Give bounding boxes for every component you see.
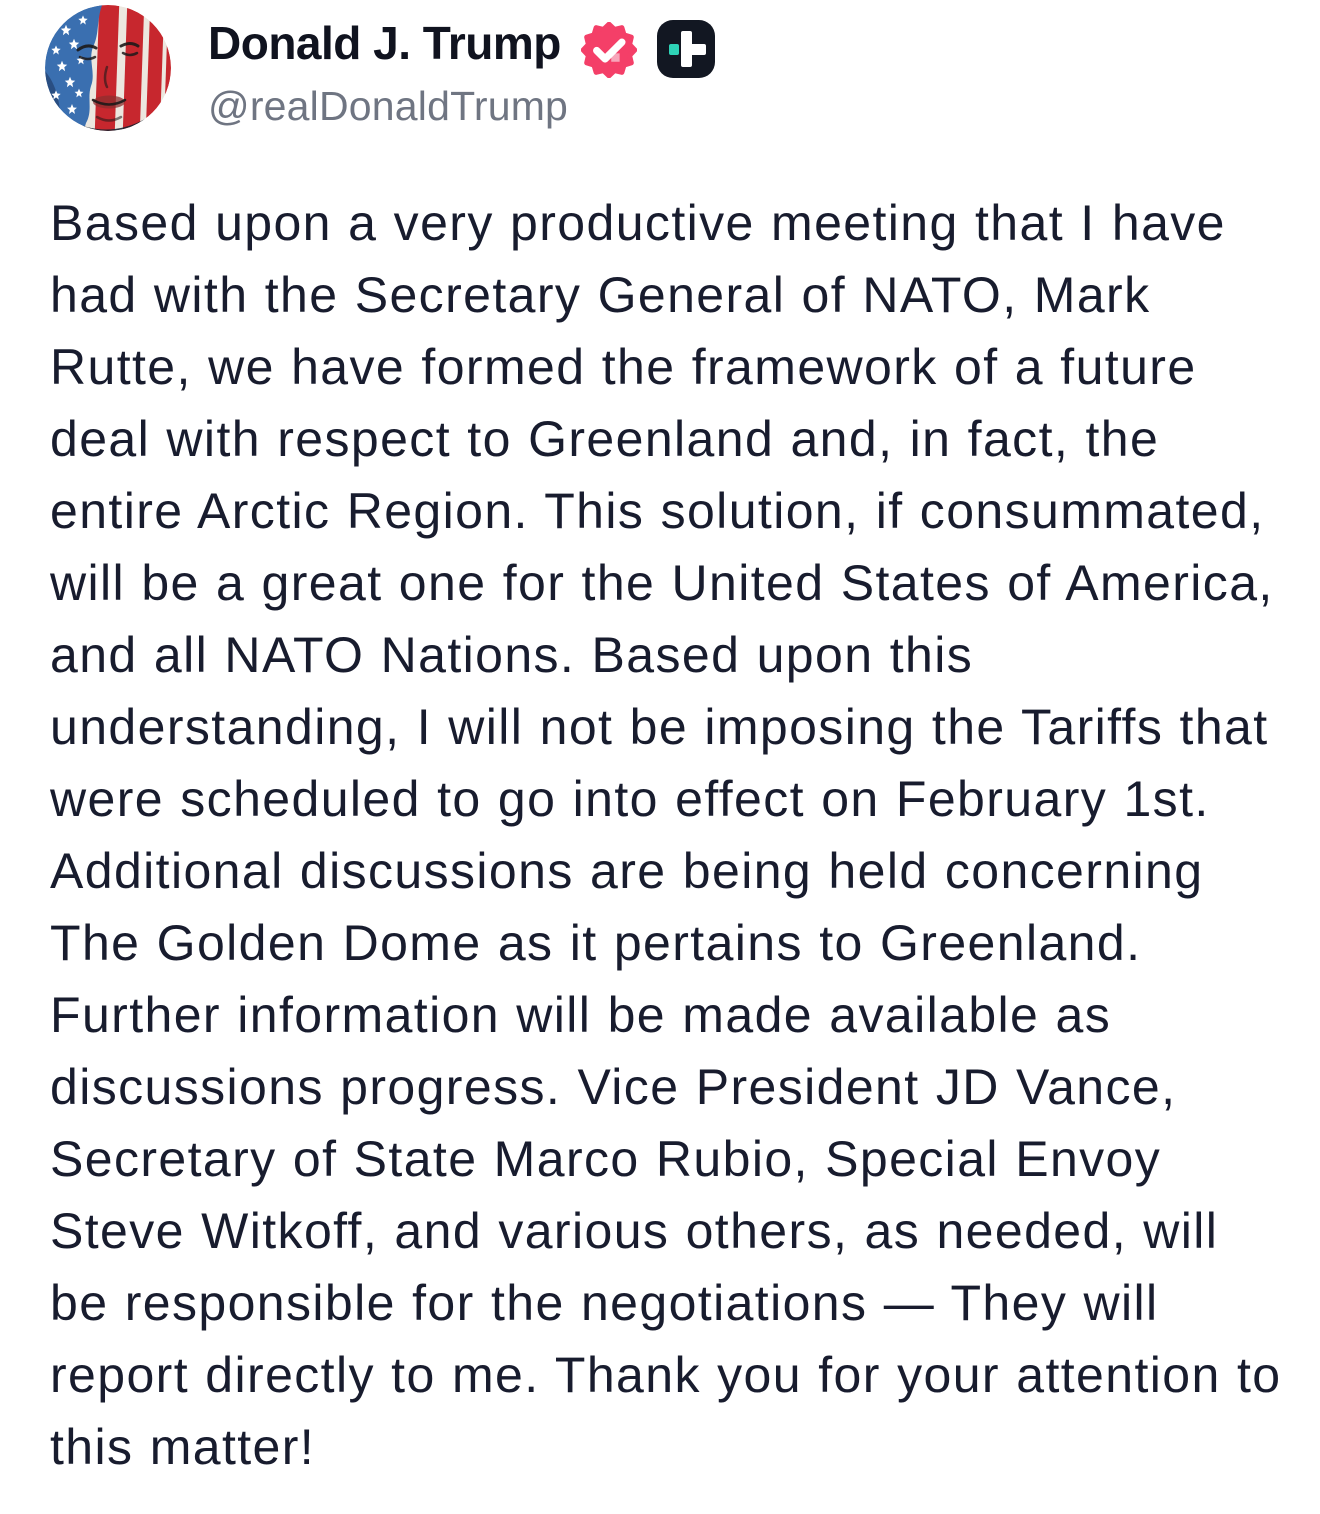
truth-social-logo-icon	[657, 20, 715, 78]
author-handle[interactable]: @realDonaldTrump	[208, 83, 569, 129]
author-block	[208, 14, 715, 130]
verified-badge-icon	[581, 22, 637, 78]
avatar[interactable]	[45, 5, 171, 131]
truth-social-logo-teal-square	[669, 44, 679, 55]
author-display-name[interactable]: Donald J. Trump	[208, 17, 561, 69]
post-body-text: Based upon a very productive meeting that I have had with the Secretary General of NATO, Mark Rutte, we have formed the framework of a future deal with respect to Greenland and, in fact, the entire Arctic Region. This solution, if consummated, will be a great one for the United States of America, and all NATO Nations. Based upon this understanding, I will not be imposing the Tariffs that were scheduled to go into effect on February 1st. Additional discussions are being held concerning The Golden Dome as it pertains to Greenland. Further information will be made available as discussions progress. Vice President JD Vance, Secretary of State Marco Rubio, Special Envoy Steve Witkoff, and various others, as needed, will be responsible for the negotiations — They will report directly to me. Thank you for your attention to this matter!	[50, 195, 1282, 1475]
truth-social-logo-horizontal-bar	[681, 44, 706, 55]
author-name-row	[208, 14, 715, 72]
flag-painted-face-avatar-image	[45, 5, 171, 131]
